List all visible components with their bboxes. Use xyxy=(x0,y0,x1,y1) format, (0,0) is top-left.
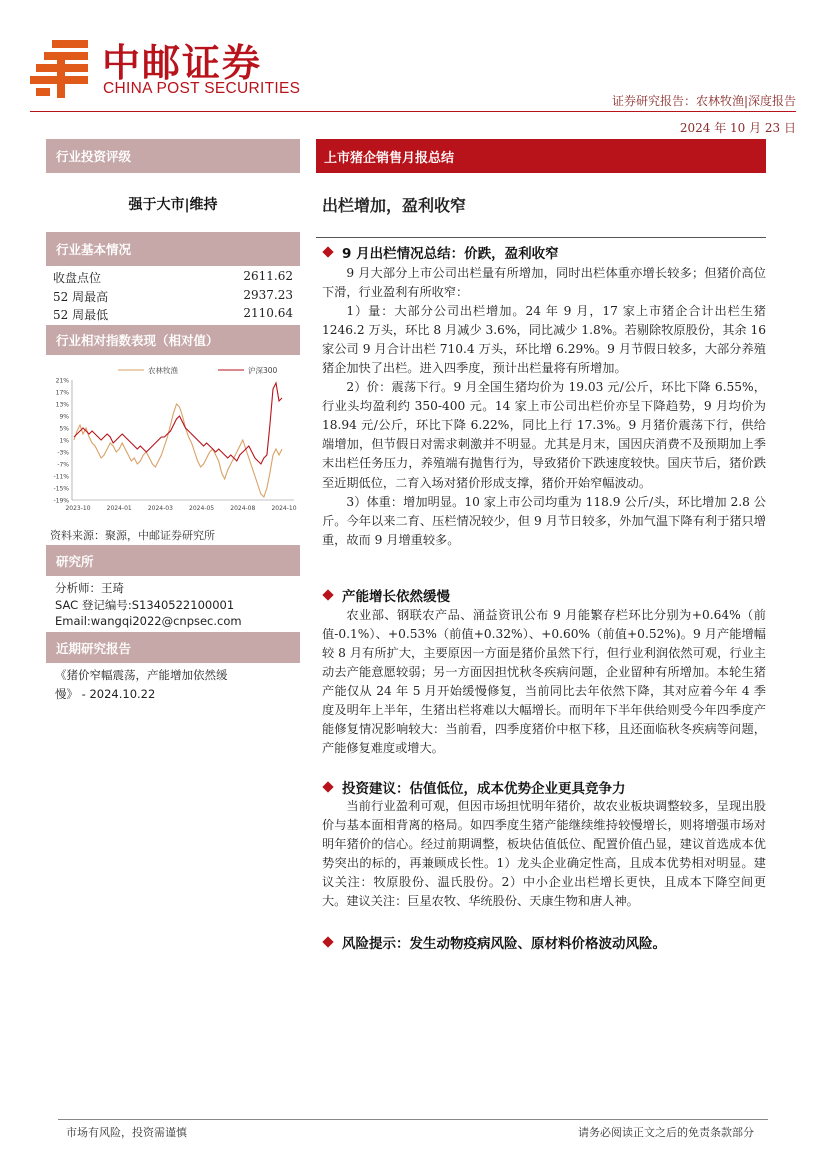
basic-label: 52 周最高 xyxy=(53,290,109,304)
analyst-email[interactable]: Email:wangqi2022@cnpsec.com xyxy=(55,614,242,628)
basic-label: 收盘点位 xyxy=(53,271,102,285)
relative-index-chart xyxy=(46,362,300,520)
y-tick-label: 21% xyxy=(55,377,69,385)
footer-risk-note: 市场有风险，投资需谨慎 xyxy=(66,1126,187,1139)
report-type: 证券研究报告：农林牧渔|深度报告 xyxy=(611,94,796,108)
bullet-diamond-icon xyxy=(322,246,333,257)
section-body-1 xyxy=(322,264,766,550)
bullet-diamond-icon xyxy=(322,781,333,792)
rating-section-title: 行业投资评级 xyxy=(46,139,300,173)
brand-name-en: CHINA POST SECURITIES xyxy=(103,80,301,97)
report-headline: 出栏增加，盈利收窄 xyxy=(322,196,467,215)
section-body-3 xyxy=(322,797,766,911)
basic-value: 2110.64 xyxy=(243,306,293,320)
recent-report-link[interactable]: 《猪价窄幅震荡，产能增加依然缓 xyxy=(55,668,228,682)
section-title-1 xyxy=(322,242,559,262)
basic-label: 52 周最低 xyxy=(53,308,109,322)
basic-info-title: 行业基本情况 xyxy=(46,232,300,266)
analyst-name: 分析师：王琦 xyxy=(55,581,124,595)
bullet-diamond-icon xyxy=(322,936,333,947)
recent-report-link-cont[interactable]: 慢》 - 2024.10.22 xyxy=(55,687,156,701)
x-tick-label: 2023-10 xyxy=(65,505,91,512)
industry-rating: 强于大市|维持 xyxy=(128,197,218,213)
report-banner: 上市猪企销售月报总结 xyxy=(316,139,766,173)
paragraph: 2）价：震荡下行。9 月全国生猪均价为 19.03 元/公斤，环比下降 6.55%，行业头均盈利约 350-400 元。14 家上市公司出栏价亦呈下降趋势，9 月均价为 18.94 元/公斤，环比下降 6.22%，同比上行 17.3%。9 月猪价震荡下行，供给端增加，但节假日对需求刺激并不明显。尤其是月末，国因庆消费不及预期加上季末出栏任务压力，养殖端有抛售行为，导致猪价下跌速度较快。国庆节后，猪价跌至近期低位，二育入场对猪价形成支撑，猪价开始窄幅波动。 xyxy=(322,380,766,490)
section-title-2 xyxy=(322,585,450,605)
paragraph: 农业部、钢联农产品、涌益资讯公布 9 月能繁存栏环比分别为+0.64%（前值-0.1%）、+0.53%（前值+0.32%）、+0.60%（前值+0.52%)。9 月产能增幅较 8 月有所扩大，主要原因一方面是猪价虽然下行，但行业利润依然可观，行业主动去产能意愿较弱；另一方面因担忧秋冬疾病问题，企业留种有所增加。本轮生猪产能仅从 24 年 5 月开始缓慢修复，当前同比去年依然下降，其对应着今年 4 季度及明年上半年，生猪出栏将难以大幅增长。而明年下半年供给则受今年四季度产能修复情况影响较大：当前看，四季度猪价中枢下移，且还面临秋冬疾病等问题，产能修复难度或增大。 xyxy=(322,608,766,756)
section-title-text: 产能增长依然缓慢 xyxy=(342,589,450,605)
legend-label: 沪深300 xyxy=(248,366,278,375)
y-tick-label: -3% xyxy=(57,449,69,457)
section-title-text: 风险提示：发生动物疫病风险、原材料价格波动风险。 xyxy=(342,936,666,952)
x-tick-label: 2024-08 xyxy=(230,505,256,512)
x-tick-label: 2024-10 xyxy=(271,505,297,512)
brand-name-cn: 中邮证券 xyxy=(102,41,263,85)
basic-row xyxy=(53,306,293,323)
y-tick-label: 5% xyxy=(59,425,69,433)
basic-row xyxy=(53,288,293,305)
paragraph: 当前行业盈利可观，但因市场担忧明年猪价，故农业板块调整较多，呈现出股价与基本面相背离的格局。如四季度生猪产能继续维持较慢增长，则将增强市场对明年猪价的信心。经过前期调整，板块估值低位、配置价值凸显，建议首选成本优势突出的标的，再兼顾成长性。1）龙头企业确定性高，且成本优势相对明显。建议关注：牧原股份、温氏股份。2）中小企业出栏增长更快，且成本下降空间更大。建议关注：巨星农牧、华统股份、天康生物和唐人神。 xyxy=(322,799,766,909)
paragraph: 1）量：大部分公司出栏增加。24 年 9 月，17 家上市猪企合计出栏生猪 1246.2 万头，环比 8 月减少 3.6%，同比减少 1.8%。若剔除牧原股份，其余 16 家公司 9 月合计出栏 710.4 万头，环比增 6.29%。9 月节假日较多，大部分养殖猪企加快了出栏。进入四季度，预计出栏量将有所增加。 xyxy=(322,304,766,376)
chart-source: 资料来源：聚源，中邮证券研究所 xyxy=(50,529,215,542)
y-tick-label: -19% xyxy=(53,497,69,505)
sac-number: SAC 登记编号:S1340522100001 xyxy=(55,598,235,612)
y-tick-label: -7% xyxy=(57,461,69,469)
section-title-3 xyxy=(322,777,626,797)
y-tick-label: -15% xyxy=(53,485,69,493)
y-tick-label: 13% xyxy=(55,401,69,409)
x-tick-label: 2024-05 xyxy=(189,505,215,512)
bullet-diamond-icon xyxy=(322,589,333,600)
y-tick-label: 1% xyxy=(59,437,69,445)
section-title-text: 投资建议：估值低位，成本优势企业更具竞争力 xyxy=(342,781,626,797)
footer-disclaimer-note: 请务必阅读正文之后的免责条款部分 xyxy=(578,1126,754,1139)
header-divider xyxy=(30,111,796,112)
basic-value: 2937.23 xyxy=(243,288,293,302)
x-tick-label: 2024-03 xyxy=(147,505,173,512)
report-date: 2024 年 10 月 23 日 xyxy=(679,121,796,135)
china-post-logo-icon xyxy=(30,38,92,100)
basic-row xyxy=(53,269,293,286)
headline-divider xyxy=(316,237,766,238)
footer-divider xyxy=(58,1119,768,1120)
index-performance-title: 行业相对指数表现（相对值） xyxy=(46,325,300,355)
legend-label: 农林牧渔 xyxy=(148,366,178,375)
section-title-4 xyxy=(322,932,666,952)
section-body-2 xyxy=(322,606,766,758)
paragraph: 3）体重：增加明显。10 家上市公司均重为 118.9 公斤/头，环比增加 2.8 公斤。今年以来二育、压栏情况较少，但 9 月节日较多，外加气温下降有利于猪只增重，故而 9 月增重较多。 xyxy=(322,494,766,547)
recent-reports-title: 近期研究报告 xyxy=(46,632,300,663)
y-tick-label: -11% xyxy=(53,473,69,481)
institute-title: 研究所 xyxy=(46,545,300,576)
y-tick-label: 9% xyxy=(59,413,69,421)
y-tick-label: 17% xyxy=(55,389,69,397)
paragraph: 9 月大部分上市公司出栏量有所增加，同时出栏体重亦增长较多；但猪价高位下滑，行业盈利有所收窄： xyxy=(322,266,766,300)
x-tick-label: 2024-01 xyxy=(106,505,132,512)
basic-value: 2611.62 xyxy=(243,269,293,283)
section-title-text: 9 月出栏情况总结：价跌，盈利收窄 xyxy=(342,246,559,262)
